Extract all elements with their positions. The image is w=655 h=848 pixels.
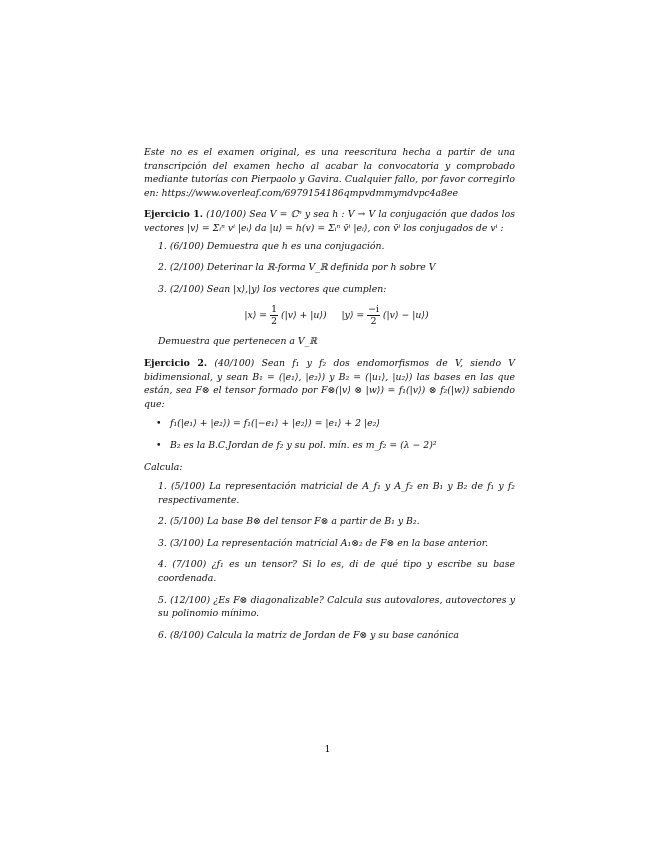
condition-2-text: B₂ es la B.C.Jordan de f₂ y su pol. mín. es m_f₂ = (λ − 2)² (170, 439, 437, 451)
exercise-2-item-2: 2. (5/100) La base B⊗ del tensor F⊗ a partir de B₁ y B₂. (158, 516, 420, 528)
condition-1 (156, 417, 515, 431)
exercise-1-items (144, 240, 515, 349)
eq-y-fraction (367, 304, 380, 327)
exercise-1 (144, 208, 515, 235)
exercise-2-item-6: 6. (8/100) Calcula la matriz de Jordan de F⊗ y su base canónica (158, 629, 459, 641)
exercise-1-item-3 (158, 283, 515, 349)
condition-1-text: f₁(|e₁⟩ + |e₂⟩) = f₁(|−e₁⟩ + |e₂⟩) = |e₁⟩ + 2 |e₂⟩ (170, 418, 380, 430)
eq-x-denominator: 2 (271, 316, 277, 328)
exercise-2-items (144, 480, 515, 642)
eq-x-fraction (270, 304, 278, 327)
calcula-label: Calcula: (144, 461, 183, 473)
eq-y-right: (|v⟩ − |u⟩) (382, 310, 429, 322)
condition-2 (156, 439, 515, 453)
exercise-2-conditions (144, 417, 515, 452)
equation-x-y (158, 304, 515, 327)
exercise-2-statement: (40/100) Sean f₁ y f₂ dos endomorfismos de V, siendo V bidimensional, y sean B₁ = (|e₁⟩, |e₂⟩) y B₂ = (|u₁⟩, |u₂⟩) las bases en las que están, sea F⊗ el tensor formado por F⊗(|v⟩ ⊗ |w⟩) = f₁(|v⟩) ⊗ f₂(|w⟩) sabiendo que: (144, 357, 515, 410)
exercise-2-item-1: 1. (5/100) La representación matricial de A_f₁ y A_f₂ en B₁ y B₂ de f₁ y f₂ respectivamente. (158, 481, 515, 506)
exercise-1-item-1: 1. (6/100) Demuestra que h es una conjugación. (158, 240, 385, 252)
eq-x-right: (|v⟩ + |u⟩) (280, 310, 327, 322)
exercise-2-item-3: 3. (3/100) La representación matricial A₁⊗₂ de F⊗ en la base anterior. (158, 537, 489, 549)
exercise-1-item-2: 2. (2/100) Deterinar la ℝ-forma V_ℝ definida por h sobre V (158, 262, 436, 274)
exercise-2 (144, 357, 515, 411)
exercise-1-heading: Ejercicio 1. (144, 209, 203, 221)
exercise-1-item-3-conclusion: Demuestra que pertenecen a V_ℝ (158, 336, 317, 348)
bullet-icon: • (156, 439, 162, 451)
eq-y-denominator: 2 (370, 316, 377, 328)
eq-x-numerator: 1 (271, 304, 277, 316)
page-number: 1 (324, 744, 331, 755)
eq-x-left: |x⟩ = (244, 310, 268, 322)
exercise-2-item-4: 4. (7/100) ¿f₁ es un tensor? Si lo es, di de qué tipo y escribe su base coordenada. (158, 559, 515, 585)
intro-paragraph: Este no es el examen original, es una reescritura hecha a partir de una transcripción del examen hecho al acabar la convocatoria y comprobado mediante tutorías con Pierpaolo y Gavira. Cualquier fallo, por favor corregirlo en: https://www.overleaf.com/6979154186qmpvdmmymdvpc4a8ee (144, 147, 515, 199)
document-body (144, 146, 515, 650)
exercise-2-item-5: 5. (12/100) ¿Es F⊗ diagonalizable? Calcula sus autovalores, autovectores y su polinomio mínimo. (158, 594, 515, 620)
exercise-1-item-3-text: 3. (2/100) Sean |x⟩,|y⟩ los vectores que cumplen: (158, 283, 387, 295)
exercise-2-heading: Ejercicio 2. (144, 357, 208, 369)
eq-y-numerator: −i (368, 304, 379, 316)
eq-y-left: |y⟩ = (341, 310, 365, 322)
exercise-1-statement: (10/100) Sea V = ℂⁿ y sea h : V → V la conjugación que dados los vectores |v⟩ = Σᵢⁿ vⁱ |eᵢ⟩ da |u⟩ = h(v) = Σᵢⁿ v̄ⁱ |eᵢ⟩, con v̄ⁱ los conjugados de vⁱ : (144, 209, 515, 234)
bullet-icon: • (156, 418, 162, 430)
